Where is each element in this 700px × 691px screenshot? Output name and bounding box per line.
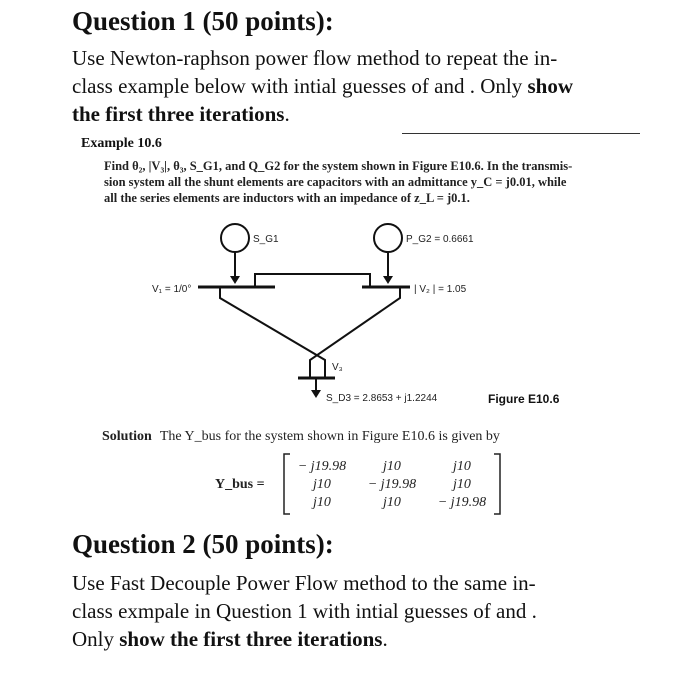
- question-2-title: Question 2 (50 points):: [72, 529, 334, 559]
- question-1-title: Question 1 (50 points):: [72, 6, 334, 36]
- ybus-matrix: [298, 459, 486, 510]
- generator-1-circle: [221, 224, 249, 252]
- generator-2-circle: [374, 224, 402, 252]
- example-line-2: sion system all the shunt elements are capacitors with an admittance y_C = j0.01, while: [104, 175, 567, 189]
- solution-label: Solution: [102, 429, 152, 444]
- question-2-line-1: Use Fast Decouple Power Flow method to the same in-: [72, 571, 536, 595]
- sg1-label: S_G1: [253, 234, 279, 245]
- question-2-body: [72, 569, 672, 653]
- solution-text: The Y_bus for the system shown in Figure E10.6 is given by: [159, 429, 500, 444]
- solution-line: [102, 429, 500, 445]
- question-1-line-2: class example below with intial guesses of and . Only show: [72, 74, 574, 98]
- pg2-label: P_G2 = 0.6661: [406, 234, 474, 245]
- question-1-bold-show: show: [527, 74, 574, 98]
- example-title: Example 10.6: [81, 136, 162, 151]
- textbook-excerpt: [70, 130, 650, 530]
- ybus-cell-r1-c1: − j19.98: [297, 459, 347, 474]
- ybus-cell-r1-c3: j10: [453, 459, 471, 474]
- question-2-line-3: Only show the first three iterations.: [72, 627, 388, 651]
- v1-label: V₁ = 1/0°: [152, 284, 192, 295]
- ybus-cell-r1-c2: j10: [383, 459, 401, 474]
- example-line-1: Find θ₂, |V₃|, θ₃, S_G1, and Q_G2 for the system shown in Figure E10.6. In the transmis-: [104, 159, 573, 173]
- question-1-body: [72, 44, 672, 128]
- question-2-bold-iterations: show the first three iterations: [119, 627, 383, 651]
- question-1-line-1: Use Newton-raphson power flow method to repeat the in-: [72, 46, 558, 70]
- ybus-cell-r3-c1: j10: [313, 495, 331, 510]
- figure-e10-6-diagram: [70, 130, 650, 530]
- ybus-cell-r3-c2: j10: [383, 495, 401, 510]
- figure-caption: Figure E10.6: [488, 392, 560, 406]
- question-1-line-3: the first three iterations.: [72, 102, 290, 126]
- ybus-cell-r2-c1: j10: [313, 477, 331, 492]
- v2-label: | V₂ | = 1.05: [414, 284, 467, 295]
- question-1-bold-iterations: the first three iterations: [72, 102, 285, 126]
- ybus-cell-r2-c2: − j19.98: [367, 477, 417, 492]
- ybus-cell-r3-c3: − j19.98: [437, 495, 487, 510]
- sd3-label: S_D3 = 2.8653 + j1.2244: [326, 393, 438, 404]
- question-2-line-2: class exmpale in Question 1 with intial guesses of and .: [72, 599, 537, 623]
- ybus-label: Y_bus =: [215, 477, 265, 492]
- ybus-cell-r2-c3: j10: [453, 477, 471, 492]
- v3-label: V₃: [332, 362, 343, 373]
- example-line-3: all the series elements are inductors with an impedance of z_L = j0.1.: [104, 191, 470, 205]
